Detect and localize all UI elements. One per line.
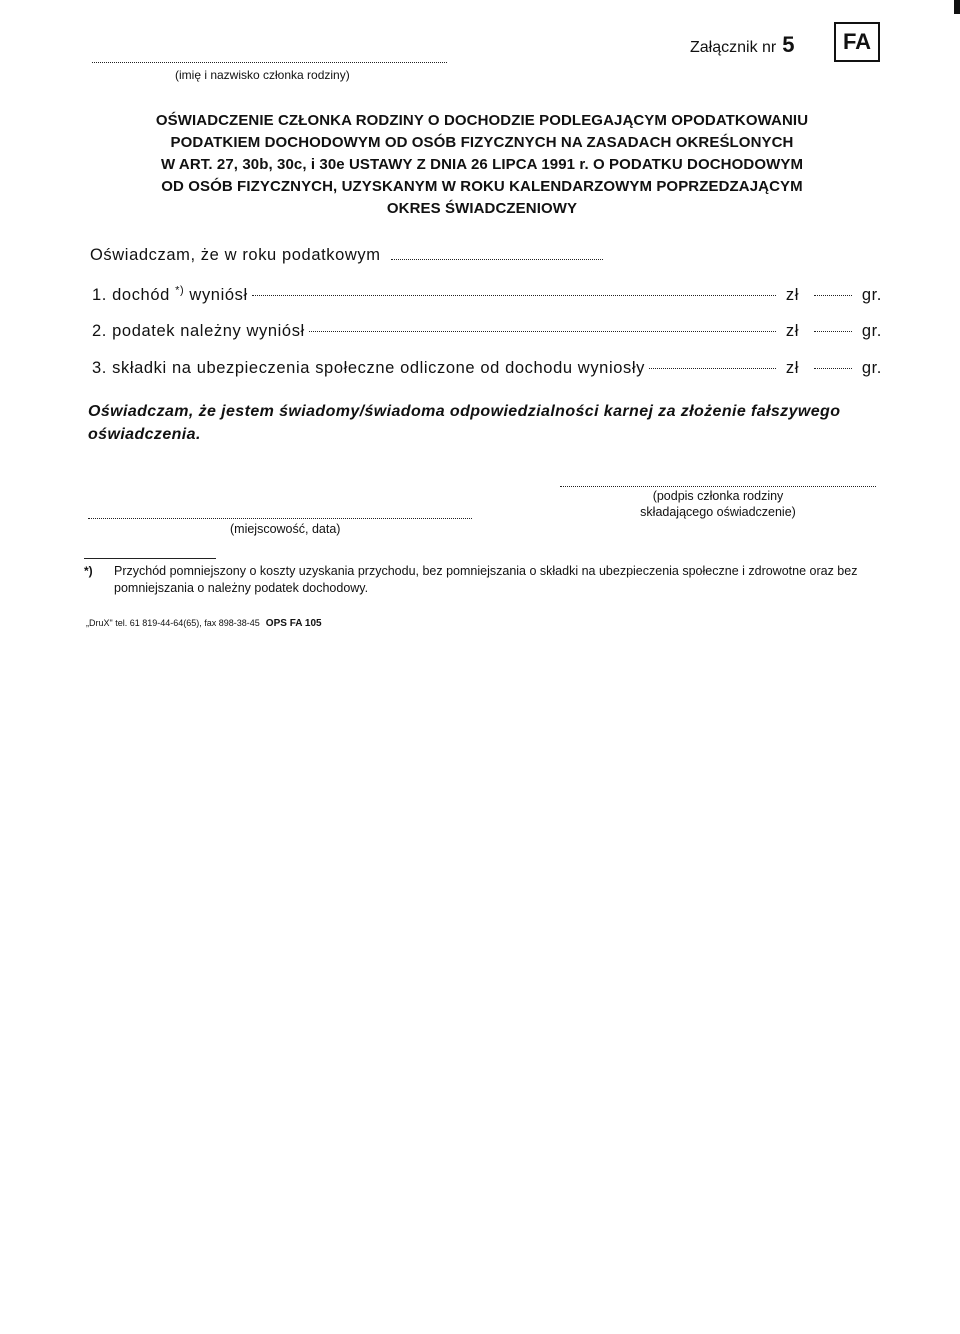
place-date-caption: (miejscowość, data)	[230, 522, 341, 536]
income-gr-field[interactable]	[814, 295, 852, 296]
item-number: 3.	[92, 359, 107, 377]
subunit-label: gr.	[861, 286, 882, 304]
footnote-text: Przychód pomniejszony o koszty uzyskania przychodu, bez pomniejszania o składki na ubezpieczenia społeczne i zdrowotne oraz bez pomniejszania o należny podatek dochodowy.	[114, 564, 858, 595]
subunit-label: gr.	[861, 322, 882, 340]
item-suffix: wyniósł	[189, 286, 248, 304]
signature-caption	[560, 488, 876, 520]
social-contributions-gr-field[interactable]	[814, 368, 852, 369]
form-catalog-code: OPS FA 105	[265, 618, 322, 629]
title-line: OŚWIADCZENIE CZŁONKA RODZINY O DOCHODZIE PODLEGAJĄCYM OPODATKOWANIU	[155, 112, 809, 129]
document-title	[92, 110, 872, 220]
footnote	[84, 563, 884, 597]
income-label	[92, 286, 248, 305]
title-line: OKRES ŚWIADCZENIOWY	[386, 200, 578, 217]
item-number: 1.	[92, 286, 107, 304]
title-line: PODATKIEM DOCHODOWYM OD OSÓB FIZYCZNYCH NA ZASADACH OKREŚLONYCH	[170, 134, 794, 151]
tax-year-row	[90, 246, 603, 265]
income-row	[92, 286, 882, 305]
member-name-field[interactable]	[92, 60, 447, 63]
printer-imprint	[86, 618, 322, 629]
subunit-label: gr.	[861, 359, 882, 377]
liability-declaration: Oświadczam, że jestem świadomy/świadoma odpowiedzialności karnej za złożenie fałszywego oświadczenia.	[88, 403, 841, 443]
item-label: dochód	[112, 286, 170, 304]
signature-caption-line: (podpis członka rodziny	[652, 489, 784, 503]
tax-due-zl-field[interactable]	[309, 331, 776, 332]
currency-label: zł	[785, 322, 799, 340]
tax-due-row	[92, 322, 882, 341]
item-label: podatek należny wyniósł	[112, 322, 305, 340]
social-contributions-label	[92, 359, 645, 378]
signature-field[interactable]	[560, 484, 876, 487]
annex-text: Załącznik nr	[690, 39, 777, 56]
title-line: OD OSÓB FIZYCZNYCH, UZYSKANYM W ROKU KALENDARZOWYM POPRZEDZAJĄCYM	[161, 178, 803, 195]
tax-year-field[interactable]	[391, 259, 603, 260]
tax-due-gr-field[interactable]	[814, 331, 852, 332]
scan-edge-mark	[954, 0, 960, 14]
place-date-field[interactable]	[88, 516, 472, 519]
annex-label	[690, 32, 795, 58]
member-name-caption: (imię i nazwisko członka rodziny)	[175, 68, 350, 82]
form-code-box: FA	[834, 22, 880, 62]
signature-caption-line: składającego oświadczenie)	[640, 505, 796, 519]
currency-label: zł	[785, 359, 799, 377]
footnote-marker: *)	[175, 284, 185, 297]
annex-number: 5	[782, 32, 795, 57]
item-label: składki na ubezpieczenia społeczne odliczone od dochodu wyniosły	[112, 359, 645, 377]
tax-year-label: Oświadczam, że w roku podatkowym	[90, 246, 381, 264]
income-zl-field[interactable]	[252, 295, 776, 296]
currency-label: zł	[785, 286, 799, 304]
printer-info: „DruX" tel. 61 819-44-64(65), fax 898-38-45	[86, 618, 260, 628]
tax-due-label	[92, 322, 305, 341]
title-line: W ART. 27, 30b, 30c, i 30e USTAWY Z DNIA 26 LIPCA 1991 r. O PODATKU DOCHODOWYM	[160, 156, 804, 173]
social-contributions-zl-field[interactable]	[649, 368, 776, 369]
footnote-divider	[84, 558, 216, 559]
item-number: 2.	[92, 322, 107, 340]
social-contributions-row	[92, 359, 882, 378]
footnote-marker: *)	[84, 564, 93, 578]
